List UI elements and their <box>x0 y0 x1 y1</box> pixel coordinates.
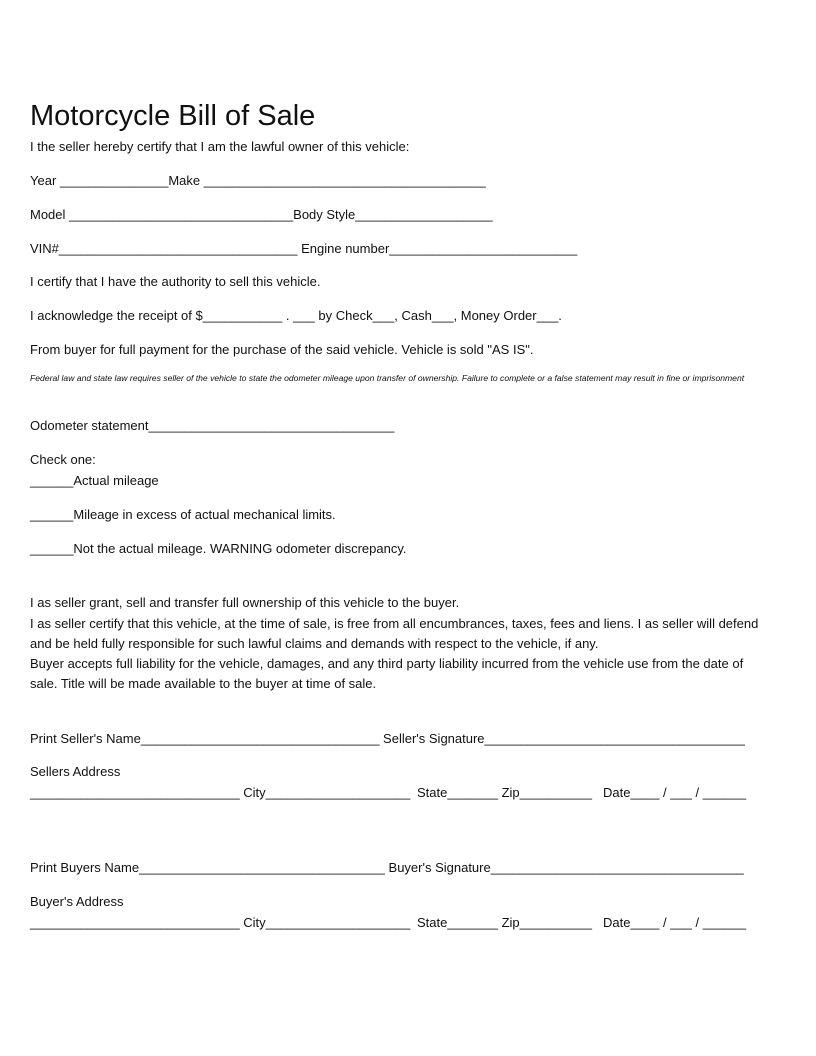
buyer-name-signature-field[interactable]: Print Buyers Name__________________________________ Buyer's Signature___________________________________ <box>30 860 744 875</box>
payment-receipt-field[interactable]: I acknowledge the receipt of $___________ . ___ by Check___, Cash___, Money Order___. <box>30 308 562 323</box>
sellers-address-label: Sellers Address <box>30 764 121 779</box>
page-title: Motorcycle Bill of Sale <box>30 100 316 132</box>
encumbrance-paragraph: I as seller certify that this vehicle, at the time of sale, is free from all encumbrances, taxes, fees and liens. I as seller will defend and be held fully responsible for such lawful claims and demands with respect to the vehicle, if any. <box>30 616 759 651</box>
check-one-label: Check one: <box>30 452 96 467</box>
full-payment-statement: From buyer for full payment for the purchase of the said vehicle. Vehicle is sold "AS IS". <box>30 342 534 357</box>
buyer-date-field[interactable]: Date____ / ___ / ______ <box>603 915 747 930</box>
seller-date-field[interactable]: Date____ / ___ / ______ <box>603 785 747 800</box>
buyer-street-city-field[interactable]: _____________________________ City____________________ <box>30 915 411 930</box>
seller-state-zip-field[interactable]: State_______ Zip__________ <box>417 785 592 800</box>
odometer-statement-field[interactable]: Odometer statement__________________________________ <box>30 418 395 433</box>
transfer-paragraph: I as seller grant, sell and transfer full ownership of this vehicle to the buyer. <box>30 595 460 610</box>
option-not-actual-mileage[interactable]: ______Not the actual mileage. WARNING odometer discrepancy. <box>30 541 407 556</box>
option-excess-mileage[interactable]: ______Mileage in excess of actual mechanical limits. <box>30 507 336 522</box>
option-actual-mileage[interactable]: ______Actual mileage <box>30 473 159 488</box>
authority-statement: I certify that I have the authority to sell this vehicle. <box>30 274 321 289</box>
seller-street-city-field[interactable]: _____________________________ City____________________ <box>30 785 411 800</box>
model-body-style-field[interactable]: Model _______________________________Body Style___________________ <box>30 207 493 222</box>
liability-paragraph: Buyer accepts full liability for the vehicle, damages, and any third party liability incurred from the vehicle use from the date of sale. Title will be made available to the buyer at time of sale. <box>30 656 744 691</box>
vin-engine-field[interactable]: VIN#_________________________________ Engine number__________________________ <box>30 241 578 256</box>
year-make-field[interactable]: Year _______________Make _______________________________________ <box>30 173 486 188</box>
buyers-address-label: Buyer's Address <box>30 894 124 909</box>
ownership-intro: I the seller hereby certify that I am the lawful owner of this vehicle: <box>30 139 410 154</box>
seller-name-signature-field[interactable]: Print Seller's Name_________________________________ Seller's Signature____________________________________ <box>30 731 745 746</box>
federal-law-notice: Federal law and state law requires seller of the vehicle to state the odometer mileage upon transfer of ownership. Failure to complete or a false statement may result in fine or imprisonment <box>30 373 745 383</box>
buyer-state-zip-field[interactable]: State_______ Zip__________ <box>417 915 592 930</box>
